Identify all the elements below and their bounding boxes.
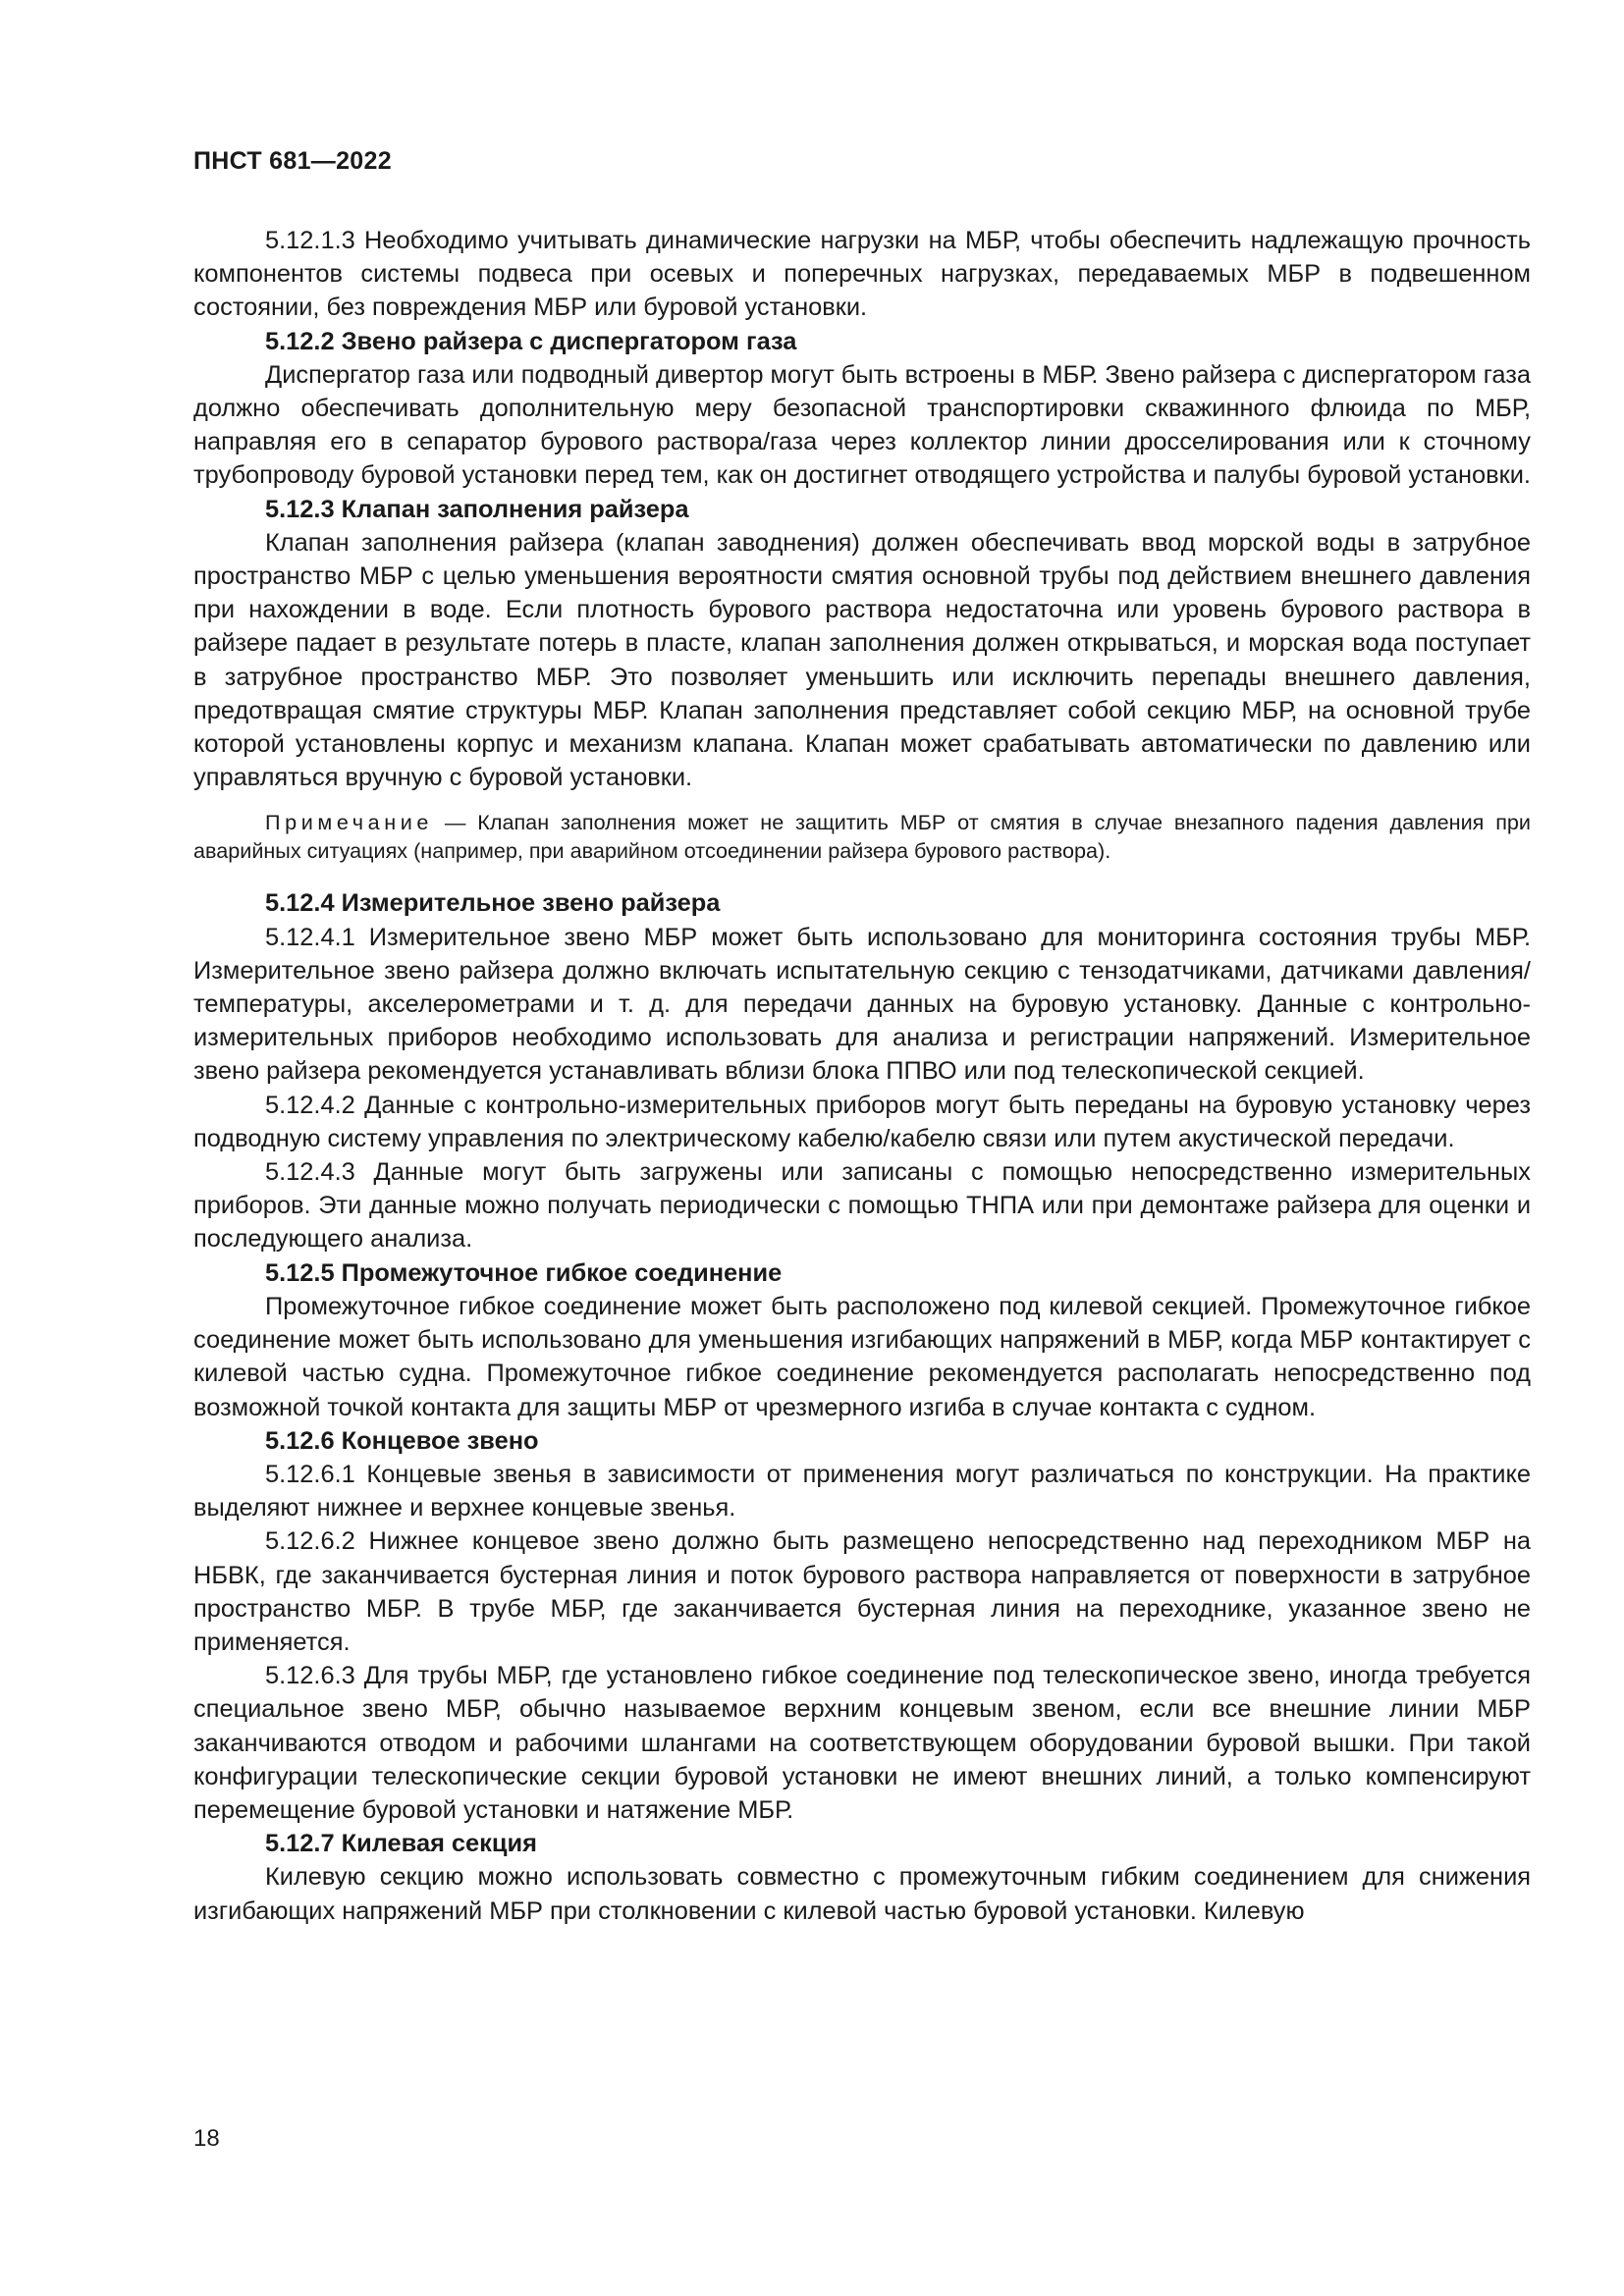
note: [193, 808, 1531, 865]
paragraph-5-12-4-1: 5.12.4.1 Измерительное звено МБР может быть использовано для мониторинга состояния трубы МБР. Измерительное звено райзера должно включать испытательную секцию с тензодатчиками, датчиками давления/температуры, акселерометрами и т. д. для передачи данных на буровую установку. Данные с контрольно-измерительных приборов необходимо использовать для анализа и регистрации напряжений. Измерительное звено райзера рекомендуется устанавливать вблизи блока ППВО или под телескопической секцией.: [193, 923, 1531, 1086]
paragraph-5-12-7: Килевую секцию можно использовать совместно с промежуточным гибким соединением для снижения изгибающих напряжений МБР при столкновении с килевой частью буровой установки. Килевую: [193, 1863, 1531, 1925]
heading-5-12-5: 5.12.5 Промежуточное гибкое соединение: [265, 1258, 783, 1287]
document-code-header: ПНСТ 681—2022: [193, 147, 392, 175]
paragraph-5-12-3: Клапан заполнения райзера (клапан заводнения) должен обеспечивать ввод морской воды в затрубное пространство МБР с целью уменьшения вероятности смятия основной трубы под действием внешнего давления при нахождении в воде. Если плотность бурового раствора недостаточна или уровень бурового раствора в райзере падает в результате потерь в пласте, клапан заполнения должен открываться, и морская вода поступает в затрубное пространство МБР. Это позволяет уменьшить или исключить перепады внешнего давления, предотвращая смятие структуры МБР. Клапан заполнения представляет собой секцию МБР, на основной трубе которой установлены корпус и механизм клапана. Клапан может срабатывать автоматически по давлению или управляться вручную с буровой установки.: [193, 528, 1531, 792]
paragraph-5-12-2: Диспергатор газа или подводный дивертор могут быть встроены в МБР. Звено райзера с диспергатором газа должно обеспечивать дополнительную меру безопасной транспортировки скважинного флюида по МБР, направляя его в сепаратор бурового раствора/газа через коллектор линии дросселирования или к сточному трубопроводу буровой установки перед тем, как он достигнет отводящего устройства и палубы буровой установки.: [193, 360, 1531, 490]
paragraph-5-12-4-3: 5.12.4.3 Данные могут быть загружены или записаны с помощью непосредственно измерительных приборов. Эти данные можно получать периодически с помощью ТНПА или при демонтаже райзера для оценки и последующего анализа.: [193, 1158, 1531, 1254]
paragraph-5-12-4-2: 5.12.4.2 Данные с контрольно-измерительных приборов могут быть переданы на буровую установку через подводную систему управления по электрическому кабелю/кабелю связи или путем акустической передачи.: [193, 1091, 1531, 1152]
note-text: — Клапан заполнения может не защитить МБР от смятия в случае внезапного падения давления при аварийных ситуациях (например, при аварийном отсоединении райзера бурового раствора).: [193, 810, 1531, 864]
paragraph-5-12-5: Промежуточное гибкое соединение может быть расположено под килевой секцией. Промежуточное гибкое соединение может быть использовано для уменьшения изгибающих напряжений в МБР, когда МБР контактирует с килевой частью судна. Промежуточное гибкое соединение рекомендуется располагать непосредственно под возможной точкой контакта для защиты МБР от чрезмерного изгиба в случае контакта с судном.: [193, 1292, 1531, 1421]
heading-5-12-2: 5.12.2 Звено райзера с диспергатором газа: [265, 327, 797, 355]
paragraph-5-12-6-2: 5.12.6.2 Нижнее концевое звено должно быть размещено непосредственно над переходником МБР на НБВК, где заканчивается бустерная линия и поток бурового раствора направляется от поверхности в затрубное пространство МБР. В трубе МБР, где заканчивается бустерная линия на переходнике, указанное звено не применяется.: [193, 1527, 1531, 1656]
heading-5-12-7: 5.12.7 Килевая секция: [265, 1830, 537, 1858]
page-number: 18: [193, 2125, 220, 2152]
paragraph-5-12-1-3: 5.12.1.3 Необходимо учитывать динамические нагрузки на МБР, чтобы обеспечить надлежащую прочность компонентов системы подвеса при осевых и поперечных нагрузках, передаваемых МБР в подвешенном состоянии, без повреждения МБР или буровой установки.: [193, 227, 1531, 322]
heading-5-12-4: 5.12.4 Измерительное звено райзера: [265, 889, 721, 918]
document-body: [193, 224, 1531, 1928]
note-label: Примечание: [265, 810, 433, 835]
paragraph-5-12-6-3: 5.12.6.3 Для трубы МБР, где установлено гибкое соединение под телескопическое звено, иногда требуется специальное звено МБР, обычно называемое верхним концевым звеном, если все внешние линии МБР заканчиваются отводом и рабочими шлангами на соответствующем оборудовании буровой вышки. При такой конфигурации телескопические секции буровой установки не имеют внешних линий, а только компенсируют перемещение буровой установки и натяжение МБР.: [193, 1662, 1531, 1824]
paragraph-5-12-6-1: 5.12.6.1 Концевые звенья в зависимости от применения могут различаться по конструкции. На практике выделяют нижнее и верхнее концевые звенья.: [193, 1460, 1531, 1522]
heading-5-12-6: 5.12.6 Концевое звено: [265, 1426, 539, 1455]
heading-5-12-3: 5.12.3 Клапан заполнения райзера: [265, 495, 689, 523]
